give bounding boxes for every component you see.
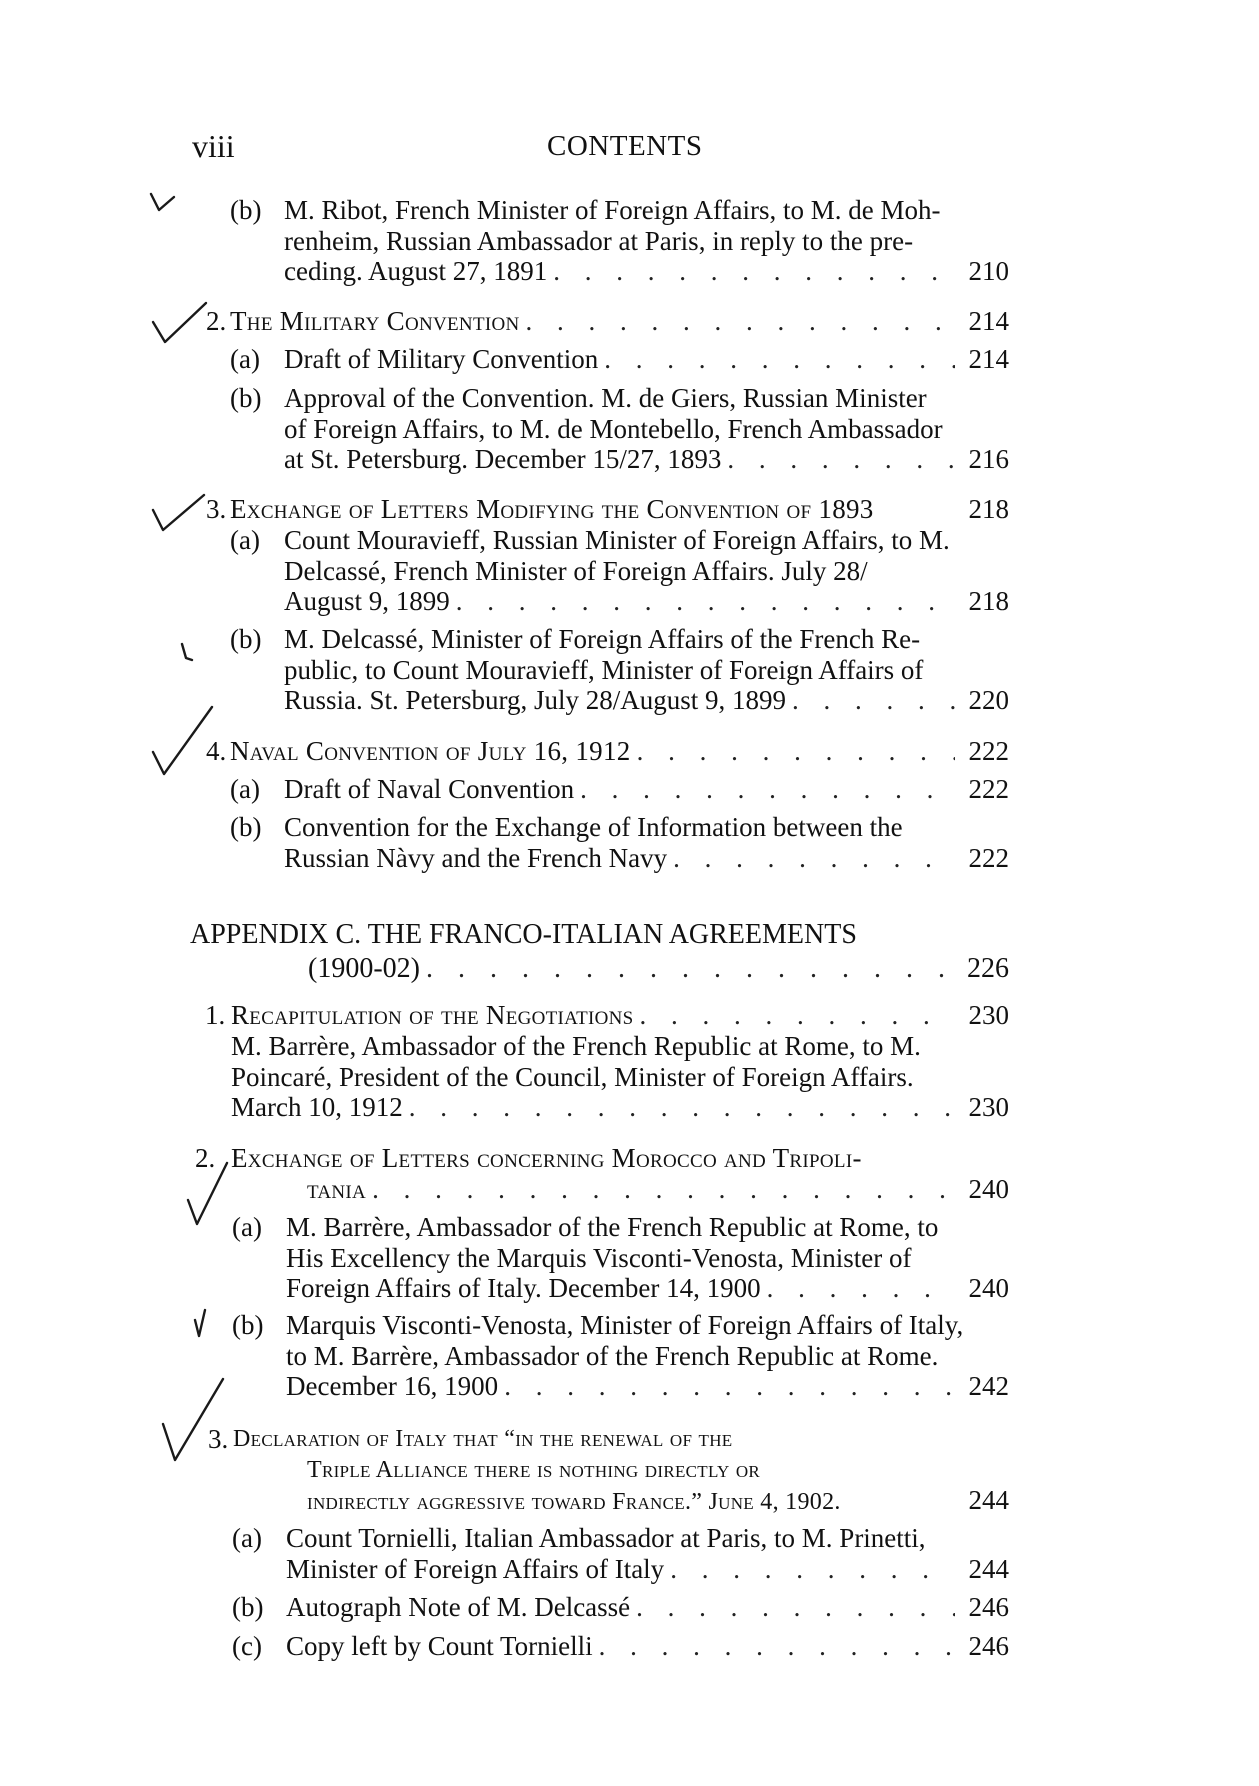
dot-leader	[727, 444, 955, 475]
page-number: 246	[968, 1631, 1009, 1661]
toc-entry-exchange-information[interactable]	[284, 812, 1009, 873]
section-number: 3.	[206, 494, 227, 524]
dot-leader	[526, 306, 955, 337]
section-title: Triple Alliance there is nothing directly or	[307, 1456, 761, 1483]
dot-leader	[637, 736, 955, 767]
dot-leader	[372, 1174, 955, 1205]
section-number: 2.	[195, 1143, 216, 1173]
page-number: 230	[968, 1092, 1009, 1122]
dot-leader	[792, 685, 955, 716]
toc-section-recapitulation[interactable]	[231, 1000, 1009, 1031]
toc-entry-ribot[interactable]	[284, 195, 1009, 287]
dot-leader	[604, 344, 955, 375]
section-title: Declaration of Italy that “in the renewal of the	[233, 1426, 733, 1452]
dot-leader	[767, 1273, 955, 1304]
entry-label: (a)	[232, 1523, 262, 1553]
checkmark-small-icon	[148, 190, 178, 214]
dot-leader	[640, 1000, 955, 1031]
checkmark-icon	[150, 492, 210, 536]
toc-entry-barrere-poincare[interactable]	[231, 1031, 1009, 1123]
toc-entry-visconti-barrere[interactable]	[286, 1310, 1009, 1402]
entry-text: Approval of the Convention. M. de Giers, Russian Minister	[284, 383, 927, 413]
toc-appendix-c[interactable]	[190, 918, 1009, 986]
entry-text: December 16, 1900	[286, 1371, 499, 1401]
page-number: 216	[968, 444, 1009, 474]
entry-text: renheim, Russian Ambassador at Paris, in reply to the pre-	[284, 225, 914, 256]
page-number: 246	[968, 1592, 1009, 1622]
page-number: 214	[968, 306, 1009, 336]
toc-entry-draft-naval[interactable]	[284, 774, 1009, 805]
toc-section-declaration-italy[interactable]	[233, 1424, 1009, 1516]
page-number: 226	[967, 953, 1009, 984]
section-title: tania	[307, 1173, 367, 1204]
section-number: 1.	[205, 1000, 226, 1030]
page-folio: viii	[192, 128, 235, 164]
entry-text: at St. Petersburg. December 15/27, 1893	[284, 444, 722, 474]
entry-text: M. Barrère, Ambassador of the French Republic at Rome, to M.	[231, 1031, 921, 1061]
entry-text: Draft of Military Convention	[284, 344, 599, 374]
dot-leader	[553, 256, 955, 287]
appendix-dates: (1900-02)	[308, 953, 420, 984]
entry-text: His Excellency the Marquis Visconti-Venosta, Minister of	[286, 1242, 912, 1273]
section-title: The Military Convention	[230, 306, 520, 336]
dot-leader	[670, 1554, 955, 1585]
section-number: 2.	[206, 306, 227, 336]
page-number: 240	[968, 1173, 1009, 1204]
entry-text: public, to Count Mouravieff, Minister of Foreign Affairs of	[284, 654, 924, 685]
entry-text: Count Tornielli, Italian Ambassador at Paris, to M. Prinetti,	[286, 1523, 926, 1553]
section-title: Recapitulation of the Negotiations	[231, 1000, 634, 1030]
entry-text: Draft of Naval Convention	[284, 774, 575, 804]
entry-label: (b)	[230, 812, 262, 842]
entry-text: ceding. August 27, 1891	[284, 256, 548, 286]
dot-leader	[599, 1631, 955, 1662]
entry-text: M. Barrère, Ambassador of the French Republic at Rome, to	[286, 1212, 939, 1242]
dot-leader	[504, 1371, 955, 1402]
entry-text: Russian Nàvy and the French Navy	[284, 842, 668, 873]
toc-entry-delcasse-reply[interactable]	[284, 624, 1009, 716]
page-number: 214	[968, 344, 1009, 374]
tick-mark-small-icon	[178, 638, 204, 664]
appendix-title: APPENDIX C. THE FRANCO-ITALIAN AGREEMENTS	[190, 919, 857, 950]
toc-section-military-convention[interactable]	[230, 306, 1009, 337]
entry-text: Russia. St. Petersburg, July 28/August 9, 1899	[284, 685, 787, 715]
toc-entry-draft-military[interactable]	[284, 344, 1009, 375]
entry-label: (a)	[232, 1212, 262, 1242]
entry-text: August 9, 1899	[284, 586, 450, 616]
section-title: Exchange of Letters Modifying the Convention of 1893	[230, 494, 874, 524]
entry-label: (b)	[232, 1592, 264, 1622]
section-title: indirectly aggressive toward France.” June 4, 1902.	[307, 1489, 841, 1515]
dot-leader	[456, 586, 955, 617]
toc-entry-barrere-visconti[interactable]	[286, 1212, 1009, 1304]
toc-entry-copy-left[interactable]	[286, 1631, 1009, 1662]
entry-text: Marquis Visconti-Venosta, Minister of Foreign Affairs of Italy,	[286, 1310, 964, 1340]
entry-text: March 10, 1912	[231, 1092, 403, 1122]
entry-text: Count Mouravieff, Russian Minister of Foreign Affairs, to M.	[284, 525, 950, 555]
entry-label: (b)	[230, 383, 262, 413]
dot-leader	[426, 952, 955, 986]
entry-text: Delcassé, French Minister of Foreign Affairs. July 28/	[284, 555, 868, 586]
page-number: 218	[968, 494, 1009, 524]
dot-leader	[409, 1092, 955, 1123]
page-number: 210	[968, 256, 1009, 286]
page-number: 220	[968, 685, 1009, 715]
dot-leader	[636, 1592, 955, 1623]
dot-leader	[673, 843, 955, 874]
entry-label: (a)	[230, 525, 260, 555]
entry-text: to M. Barrère, Ambassador of the French Republic at Rome.	[286, 1340, 939, 1371]
page-number: 222	[968, 774, 1009, 804]
entry-label: (b)	[230, 624, 262, 654]
page-number: 222	[968, 842, 1009, 873]
running-head: CONTENTS	[547, 130, 703, 162]
entry-text: Convention for the Exchange of Information between the	[284, 812, 903, 842]
section-number: 4.	[206, 736, 227, 766]
toc-entry-autograph-note[interactable]	[286, 1592, 1009, 1623]
entry-label: (b)	[230, 195, 262, 225]
entry-text: Minister of Foreign Affairs of Italy	[286, 1553, 665, 1584]
page-number: 242	[968, 1371, 1009, 1401]
entry-label: (c)	[232, 1631, 262, 1661]
entry-text: Foreign Affairs of Italy. December 14, 1900	[286, 1273, 761, 1303]
entry-text: of Foreign Affairs, to M. de Montebello, French Ambassador	[284, 413, 943, 444]
entry-text: Autograph Note of M. Delcassé	[286, 1592, 631, 1622]
page-number: 244	[968, 1485, 1009, 1515]
section-title: Naval Convention of July 16, 1912	[230, 736, 631, 766]
toc-entry-tornielli-prinetti[interactable]	[286, 1523, 1009, 1584]
section-title: Exchange of Letters concerning Morocco and Tripoli-	[231, 1143, 862, 1173]
toc-entry-mouravieff[interactable]	[284, 525, 1009, 617]
dot-leader	[580, 774, 955, 805]
section-number: 3.	[208, 1424, 229, 1454]
page-number: 230	[968, 1000, 1009, 1030]
entry-label: (b)	[232, 1310, 264, 1340]
toc-section-morocco-tripolitania[interactable]	[231, 1143, 1009, 1204]
page-number: 218	[968, 586, 1009, 616]
entry-text: Poincaré, President of the Council, Minister of Foreign Affairs.	[231, 1061, 914, 1092]
entry-text: Copy left by Count Tornielli	[286, 1631, 593, 1661]
checkmark-small-icon	[191, 1306, 211, 1342]
entry-label: (a)	[230, 774, 260, 804]
page-number: 240	[968, 1273, 1009, 1303]
page-number: 222	[968, 736, 1009, 766]
entry-text: M. Delcassé, Minister of Foreign Affairs of the French Re-	[284, 624, 921, 654]
page-number: 244	[968, 1553, 1009, 1584]
toc-section-exchange-letters[interactable]	[230, 494, 1009, 525]
entry-text: M. Ribot, French Minister of Foreign Affairs, to M. de Moh-	[284, 195, 941, 225]
toc-section-naval-convention[interactable]	[230, 736, 1009, 767]
entry-label: (a)	[230, 344, 260, 374]
toc-entry-approval[interactable]	[284, 383, 1009, 475]
